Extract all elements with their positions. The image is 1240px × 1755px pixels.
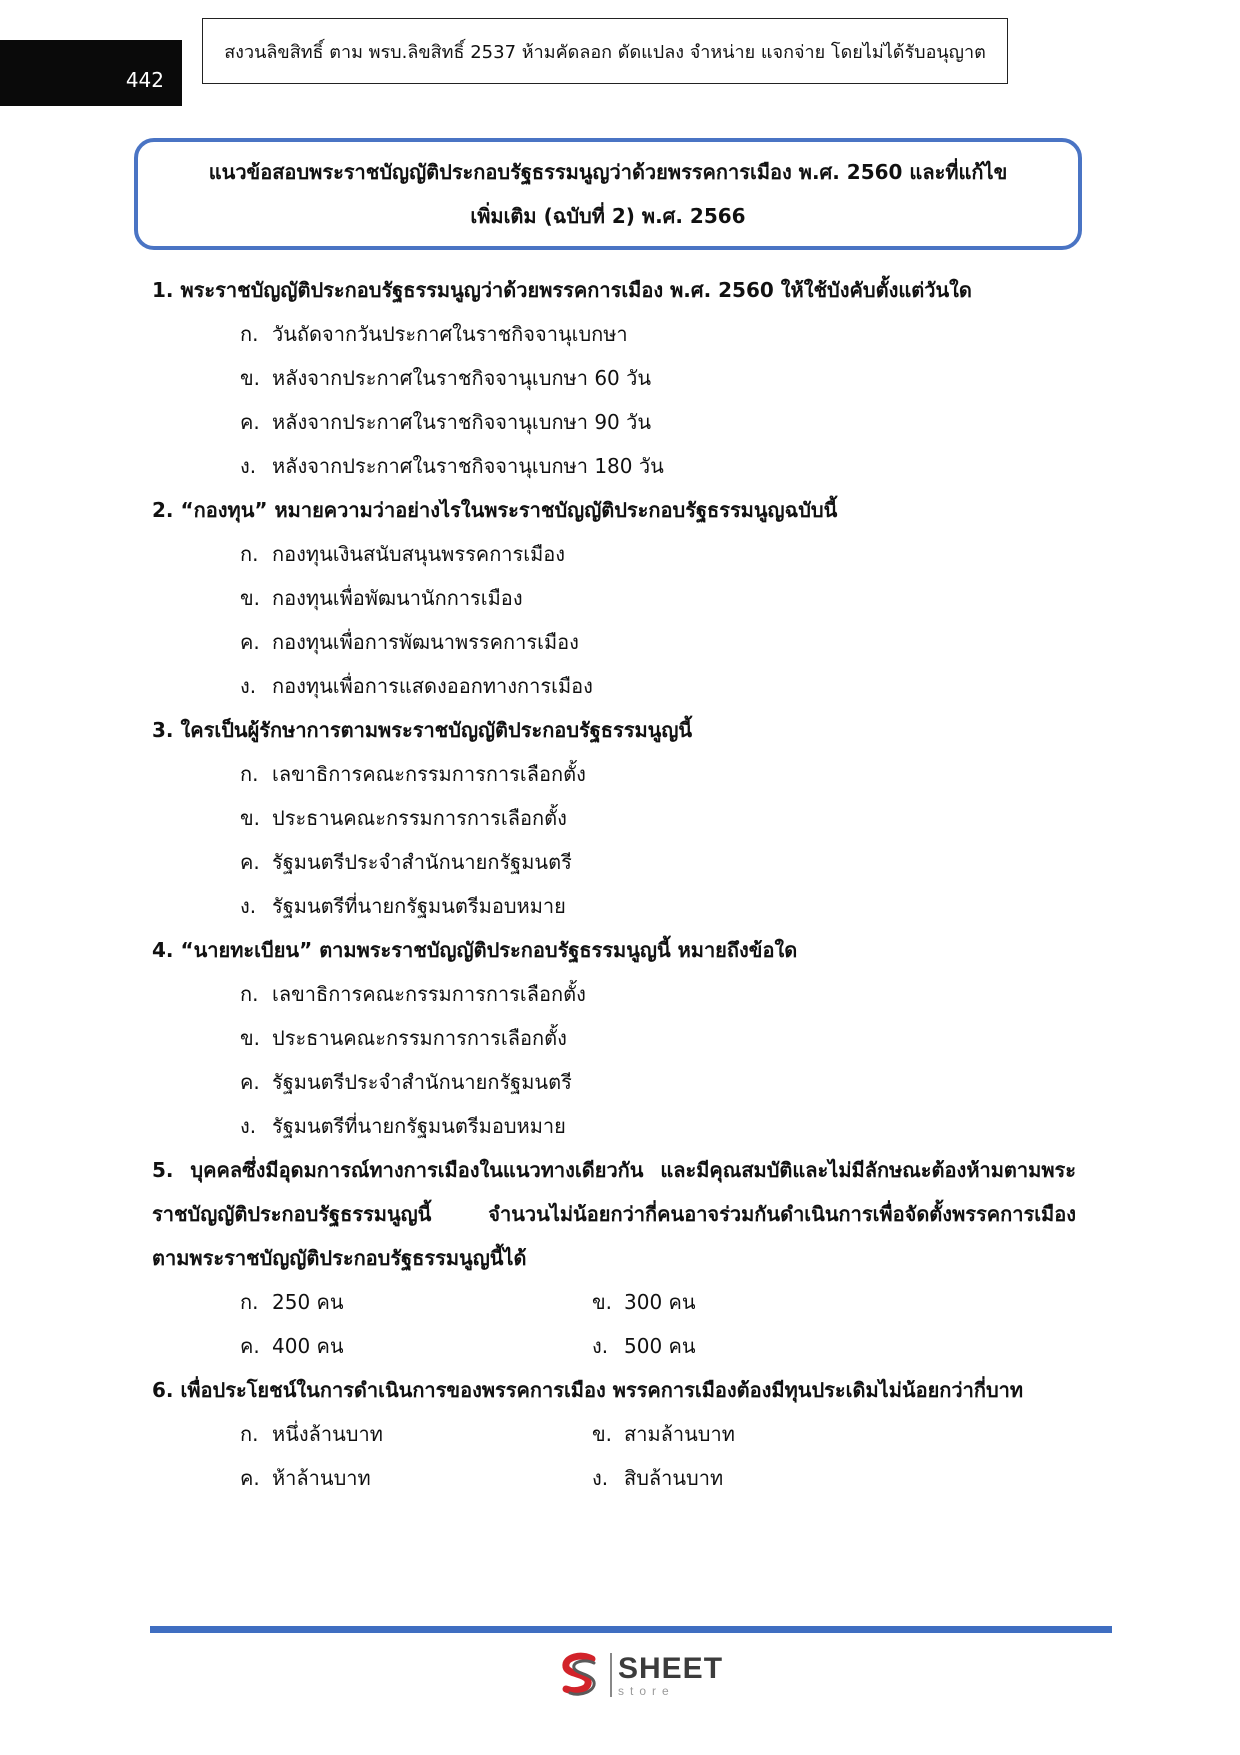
question-1 bbox=[152, 268, 1076, 488]
option: ก. 250 คน bbox=[240, 1290, 344, 1314]
option-row bbox=[152, 1324, 1076, 1368]
question-5 bbox=[152, 1148, 1076, 1368]
option: ง. หลังจากประกาศในราชกิจจานุเบกษา 180 วัน bbox=[240, 454, 664, 478]
logo-text bbox=[618, 1651, 724, 1698]
question-2 bbox=[152, 488, 1076, 708]
option: ก. กองทุนเงินสนับสนุนพรรคการเมือง bbox=[240, 542, 566, 566]
title-line-1: แนวข้อสอบพระราชบัญญัติประกอบรัฐธรรมนูญว่าด้วยพรรคการเมือง พ.ศ. 2560 และที่แก้ไข bbox=[208, 160, 1008, 184]
question-6 bbox=[152, 1368, 1076, 1500]
option: ค. หลังจากประกาศในราชกิจจานุเบกษา 90 วัน bbox=[240, 410, 652, 434]
option: ข. ประธานคณะกรรมการการเลือกตั้ง bbox=[240, 1026, 567, 1050]
option: ง. 500 คน bbox=[592, 1334, 696, 1358]
option-row bbox=[152, 1412, 1076, 1456]
logo-sub-text: store bbox=[618, 1683, 675, 1698]
s-logo-icon bbox=[556, 1651, 604, 1699]
option: ง. รัฐมนตรีที่นายกรัฐมนตรีมอบหมาย bbox=[240, 1114, 566, 1138]
option: ข. หลังจากประกาศในราชกิจจานุเบกษา 60 วัน bbox=[240, 366, 652, 390]
question-text: 6. เพื่อประโยชน์ในการดำเนินการของพรรคการเมือง พรรคการเมืองต้องมีทุนประเดิมไม่น้อยกว่ากี่บาท bbox=[152, 1378, 1024, 1402]
option: ข. 300 คน bbox=[592, 1290, 696, 1314]
option: ง. รัฐมนตรีที่นายกรัฐมนตรีมอบหมาย bbox=[240, 894, 566, 918]
option: ข. ประธานคณะกรรมการการเลือกตั้ง bbox=[240, 806, 567, 830]
page-number: 442 bbox=[0, 40, 182, 106]
question-3 bbox=[152, 708, 1076, 928]
option: ก. วันถัดจากวันประกาศในราชกิจจานุเบกษา bbox=[240, 322, 628, 346]
option-row bbox=[152, 1456, 1076, 1500]
option: ข. สามล้านบาท bbox=[592, 1422, 735, 1446]
option: ก. เลขาธิการคณะกรรมการการเลือกตั้ง bbox=[240, 762, 586, 786]
footer-divider bbox=[150, 1626, 1112, 1633]
question-text: 3. ใครเป็นผู้รักษาการตามพระราชบัญญัติประกอบรัฐธรรมนูญนี้ bbox=[152, 718, 693, 742]
option: ค. ห้าล้านบาท bbox=[240, 1466, 371, 1490]
question-text: 1. พระราชบัญญัติประกอบรัฐธรรมนูญว่าด้วยพรรคการเมือง พ.ศ. 2560 ให้ใช้บังคับตั้งแต่วันใด bbox=[152, 278, 972, 302]
option: ก. หนึ่งล้านบาท bbox=[240, 1422, 383, 1446]
option: ก. เลขาธิการคณะกรรมการการเลือกตั้ง bbox=[240, 982, 586, 1006]
option: ง. สิบล้านบาท bbox=[592, 1466, 724, 1490]
logo-main-text: SHEET bbox=[618, 1651, 724, 1685]
option: ง. กองทุนเพื่อการแสดงออกทางการเมือง bbox=[240, 674, 593, 698]
question-list bbox=[152, 268, 1076, 1500]
option: ข. กองทุนเพื่อพัฒนานักการเมือง bbox=[240, 586, 523, 610]
option: ค. 400 คน bbox=[240, 1334, 344, 1358]
title-line-2: เพิ่มเติม (ฉบับที่ 2) พ.ศ. 2566 bbox=[470, 204, 746, 228]
option: ค. กองทุนเพื่อการพัฒนาพรรคการเมือง bbox=[240, 630, 579, 654]
copyright-notice: สงวนลิขสิทธิ์ ตาม พรบ.ลิขสิทธิ์ 2537 ห้ามคัดลอก ดัดแปลง จำหน่าย แจกจ่าย โดยไม่ได้รับอนุญาต bbox=[202, 18, 1008, 84]
question-4 bbox=[152, 928, 1076, 1148]
question-text: 4. “นายทะเบียน” ตามพระราชบัญญัติประกอบรัฐธรรมนูญนี้ หมายถึงข้อใด bbox=[152, 938, 798, 962]
question-text: 2. “กองทุน” หมายความว่าอย่างไรในพระราชบัญญัติประกอบรัฐธรรมนูญฉบับนี้ bbox=[152, 498, 838, 522]
question-text: 5. บุคคลซึ่งมีอุดมการณ์ทางการเมืองในแนวทางเดียวกัน และมีคุณสมบัติและไม่มีลักษณะต้องห้ามตามพระราชบัญญัติประกอบรัฐธรรมนูญนี้ จำนวนไม่น้อยกว่ากี่คนอาจร่วมกันดำเนินการเพื่อจัดตั้งพรรคการเมืองตามพระราชบัญญัติประกอบรัฐธรรมนูญนี้ได้ bbox=[152, 1158, 1076, 1270]
option: ค. รัฐมนตรีประจำสำนักนายกรัฐมนตรี bbox=[240, 850, 572, 874]
logo-separator bbox=[610, 1653, 612, 1697]
option: ค. รัฐมนตรีประจำสำนักนายกรัฐมนตรี bbox=[240, 1070, 572, 1094]
document-title bbox=[134, 138, 1082, 250]
option-row bbox=[152, 1280, 1076, 1324]
sheet-store-logo bbox=[556, 1650, 723, 1700]
